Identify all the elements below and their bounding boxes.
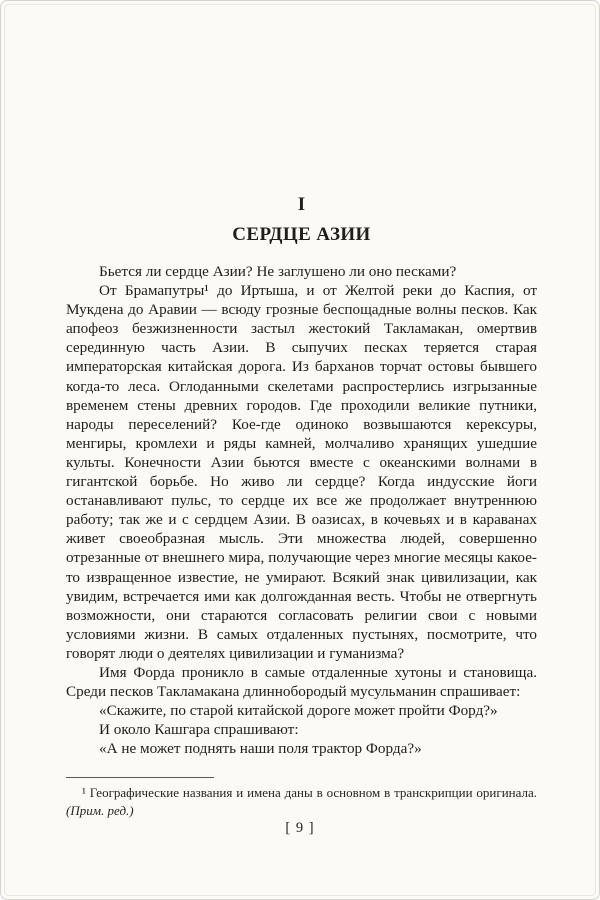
footnote-rule bbox=[66, 777, 214, 778]
paragraph: Имя Форда проникло в самые отдаленные хутоны и становища. Среди песков Такламакана длиннобородый мусульманин спрашивает: bbox=[66, 663, 537, 701]
footnote-area bbox=[66, 777, 537, 820]
footnote-source: (Прим. ред.) bbox=[66, 803, 134, 818]
chapter-number: I bbox=[297, 194, 306, 215]
paragraph: «А не может поднять наши поля трактор Форда?» bbox=[99, 740, 422, 758]
page-number: [ 9 ] bbox=[285, 820, 315, 836]
paragraph: Бьется ли сердце Азии? Не заглушено ли оно песками? bbox=[99, 263, 457, 280]
paragraph: От Брамапутры¹ до Иртыша, и от Желтой реки до Каспия, от Мукдена до Аравии — всюду грозные беспощадные волны песков. Как апофеоз безжизненности застыл жестокий Такламакан, омертвив серединную часть Азии. В сыпучих песках теряется старая императорская китайская дорога. Из барханов торчат остовы бывшего когда-то леса. Оглоданными скелетами распростерлись изгрызанные временем стены древних городов. Где проходили великие путники, народы переселений? Кое-где одиноко возвышаются керексуры, менгиры, кромлехи и ряды камней, молчаливо хранящих ушедшие культы. Конечности Азии бьются вместе с океанскими волнами в гигантской борьбе. Но живо ли сердце? Когда индусские йоги останавливают пульс, то сердце их все же продолжает внутреннюю работу; так же и с сердцем Азии. В оазисах, в кочевьях и в караванах живет своеобразная мысль. Эти множества людей, совершенно отрезанные от внешнего мира, получающие через многие месяцы какое-то извращенное известие, не умирают. Всякий знак цивилизации, как увидим, встречается ими как долгожданная весть. Чтобы не отвергнуть возможности, они стараются согласовать религии свои с новыми условиями жизни. В самых отдаленных пустынях, посмотрите, что говорят люди о деятелях цивилизации и гуманизма? bbox=[66, 282, 537, 662]
body-text bbox=[66, 262, 537, 758]
footnote-text: ¹ Географические названия и имена даны в основном в транскрипции оригинала. bbox=[82, 785, 537, 800]
chapter-title: СЕРДЦЕ АЗИИ bbox=[232, 224, 371, 245]
footnote bbox=[66, 784, 537, 820]
paragraph: И около Кашгара спрашивают: bbox=[99, 721, 299, 739]
paragraph: «Скажите, по старой китайской дороге может пройти Форд?» bbox=[99, 702, 498, 720]
page-content bbox=[66, 194, 537, 773]
